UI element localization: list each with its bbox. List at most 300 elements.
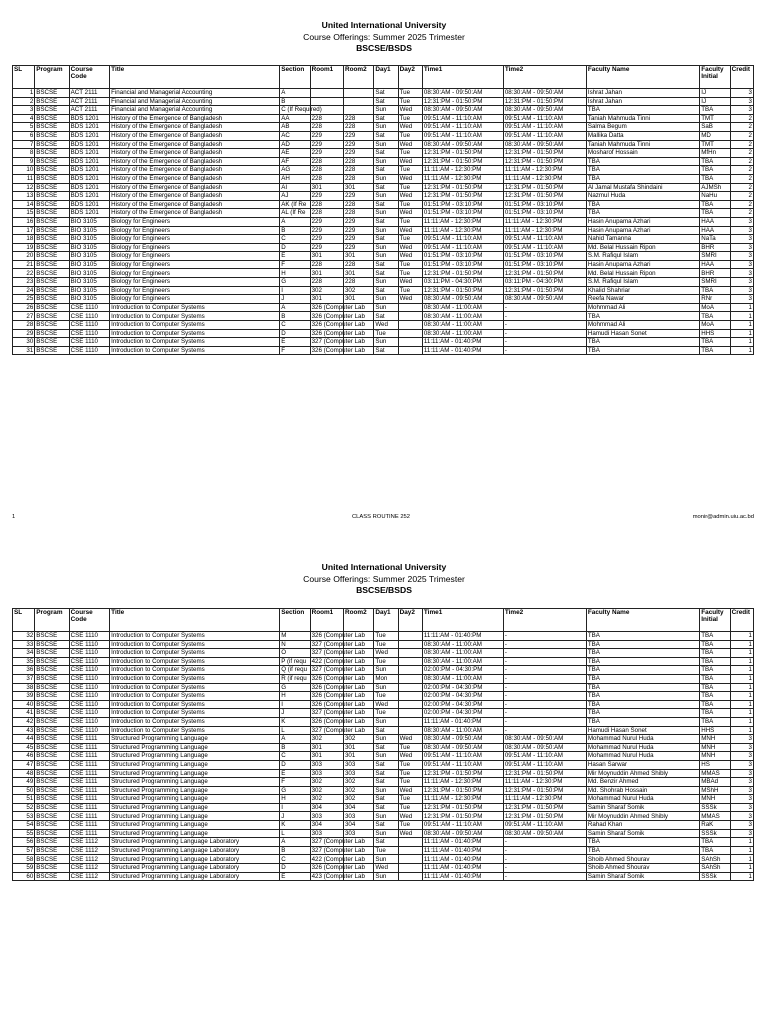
- cell-faculty-name: TBA: [586, 846, 699, 855]
- cell-time2: -: [503, 649, 586, 658]
- cell-faculty-name: TBA: [586, 709, 699, 718]
- table-row: [13, 97, 754, 106]
- cell-day1: Sat: [374, 312, 398, 321]
- cell-sl: 9: [13, 157, 35, 166]
- cell-title: Structured Programming Language: [110, 769, 280, 778]
- cell-program: BSCSE: [35, 640, 69, 649]
- cell-section: N: [280, 640, 310, 649]
- cell-program: BSCSE: [35, 786, 69, 795]
- cell-faculty-initial: RaK: [700, 821, 730, 830]
- cell-course-code: CSE 1110: [69, 717, 109, 726]
- cell-program: BSCSE: [35, 157, 69, 166]
- table-row: [13, 243, 754, 252]
- cell-day2: Tue: [398, 760, 422, 769]
- table-row: [13, 649, 754, 658]
- table-row: [13, 329, 754, 338]
- cell-section: P (if requ: [280, 657, 310, 666]
- cell-sl: 58: [13, 855, 35, 864]
- cell-room2: 301: [343, 752, 373, 761]
- cell-faculty-initial: TBA: [700, 286, 730, 295]
- cell-faculty-name: Mohmmad Ali: [586, 303, 699, 312]
- cell-room2: 302: [343, 286, 373, 295]
- cell-sl: 15: [13, 209, 35, 218]
- cell-time1: 09:51:AM - 11:10:AM: [422, 235, 503, 244]
- cell-day2: Wed: [398, 752, 422, 761]
- table-row: [13, 338, 754, 347]
- cell-sl: 17: [13, 226, 35, 235]
- cell-time2: 08:30:AM - 09:50:AM: [503, 89, 586, 98]
- cell-time1: 01:51:PM - 03:10:PM: [422, 252, 503, 261]
- cell-faculty-initial: TBA: [700, 709, 730, 718]
- cell-faculty-initial: SSSk: [700, 803, 730, 812]
- cell-faculty-initial: BHR: [700, 269, 730, 278]
- cell-program: BSCSE: [35, 200, 69, 209]
- column-header-room2: Room2: [343, 609, 373, 632]
- cell-time1: 11:11:AM - 01:40:PM: [422, 346, 503, 355]
- cell-section: F: [280, 778, 310, 787]
- cell-room1: 301: [310, 752, 343, 761]
- cell-faculty-name: Mohammad Nurul Huda: [586, 735, 699, 744]
- cell-room1: 326 (Computer Lab: [311, 692, 365, 700]
- cell-faculty-name: Salma Begum: [586, 123, 699, 132]
- cell-title: Structured Programming Language Laboratory: [110, 872, 280, 881]
- table-row: [13, 632, 754, 641]
- table-row: [13, 760, 754, 769]
- cell-room1: 326 (Computer Lab: [311, 329, 365, 337]
- cell-sl: 56: [13, 838, 35, 847]
- cell-time2: -: [503, 855, 586, 864]
- cell-section: J: [280, 295, 310, 304]
- cell-sl: 44: [13, 735, 35, 744]
- cell-faculty-initial: NaTa: [700, 235, 730, 244]
- cell-day1: Sat: [374, 346, 398, 355]
- cell-section: D: [280, 329, 310, 338]
- cell-section: I: [280, 803, 310, 812]
- cell-credit: 2: [730, 149, 753, 158]
- cell-faculty-name: TBA: [586, 640, 699, 649]
- cell-title: Introduction to Computer Systems: [110, 640, 280, 649]
- cell-program: BSCSE: [35, 174, 69, 183]
- cell-program: BSCSE: [35, 657, 69, 666]
- cell-faculty-initial: MNH: [700, 752, 730, 761]
- cell-course-code: CSE 1112: [69, 872, 109, 881]
- cell-day1: Sun: [374, 226, 398, 235]
- cell-room1: 327 (Computer Lab: [311, 666, 365, 674]
- cell-section: AJ: [280, 192, 310, 201]
- cell-faculty-initial: IJ: [700, 89, 730, 98]
- cell-faculty-name: TBA: [586, 674, 699, 683]
- cell-time1: 12:31:PM - 01:50:PM: [422, 183, 503, 192]
- cell-day2: Wed: [398, 812, 422, 821]
- cell-course-code: CSE 1111: [69, 760, 109, 769]
- cell-faculty-initial: MoA: [700, 303, 730, 312]
- cell-day1: Sun: [374, 123, 398, 132]
- cell-time2: -: [503, 846, 586, 855]
- cell-credit: 1: [730, 649, 753, 658]
- cell-time2: 11:11:AM - 12:30:PM: [503, 795, 586, 804]
- cell-faculty-initial: MBAd: [700, 778, 730, 787]
- cell-time1: 09:51:AM - 11:10:AM: [422, 752, 503, 761]
- cell-faculty-name: Samin Sharaf Somik: [586, 829, 699, 838]
- cell-faculty-name: TBA: [586, 657, 699, 666]
- cell-section: C: [280, 752, 310, 761]
- cell-room1: 326 (Computer Lab: [311, 312, 365, 320]
- cell-day2: Tue: [398, 286, 422, 295]
- cell-section: R (if requ: [280, 674, 310, 683]
- cell-program: BSCSE: [35, 295, 69, 304]
- university-title: United International University: [321, 20, 447, 30]
- cell-credit: 3: [730, 226, 753, 235]
- cell-course-code: CSE 1111: [69, 778, 109, 787]
- cell-day1: Sun: [374, 295, 398, 304]
- cell-room1: 301: [310, 269, 343, 278]
- cell-title: History of the Emergence of Bangladesh: [110, 166, 280, 175]
- table-row: [13, 786, 754, 795]
- cell-room1: 327 (Computer Lab: [311, 640, 365, 648]
- table-row: [13, 295, 754, 304]
- cell-course-code: CSE 1110: [69, 329, 109, 338]
- cell-faculty-name: Hamudi Hasan Sonet: [586, 726, 699, 735]
- cell-sl: 54: [13, 821, 35, 830]
- cell-faculty-name: Md. Benzir Ahmed: [586, 778, 699, 787]
- cell-faculty-initial: TMT: [700, 140, 730, 149]
- cell-sl: 6: [13, 131, 35, 140]
- cell-sl: 52: [13, 803, 35, 812]
- cell-day2: [398, 872, 422, 881]
- cell-time1: 01:51:PM - 03:10:PM: [422, 209, 503, 218]
- column-header-day1: Day1: [374, 609, 398, 632]
- cell-day2: Tue: [398, 200, 422, 209]
- cell-time1: 08:30:AM - 11:00:AM: [422, 640, 503, 649]
- cell-course-code: CSE 1110: [69, 303, 109, 312]
- table-row: [13, 269, 754, 278]
- cell-faculty-name: TBA: [586, 683, 699, 692]
- cell-program: BSCSE: [35, 726, 69, 735]
- cell-credit: 1: [730, 632, 753, 641]
- cell-title: Introduction to Computer Systems: [110, 338, 280, 347]
- cell-day2: Wed: [398, 140, 422, 149]
- cell-title: History of the Emergence of Bangladesh: [110, 200, 280, 209]
- cell-faculty-initial: TBA: [700, 209, 730, 218]
- table-row: [13, 106, 754, 115]
- cell-faculty-name: TBA: [586, 838, 699, 847]
- cell-course-code: CSE 1110: [69, 312, 109, 321]
- cell-sl: 3: [13, 106, 35, 115]
- cell-sl: 27: [13, 312, 35, 321]
- cell-program: BSCSE: [35, 812, 69, 821]
- cell-sl: 51: [13, 795, 35, 804]
- cell-faculty-initial: MoA: [700, 321, 730, 330]
- cell-section: C: [280, 235, 310, 244]
- cell-day2: [398, 338, 422, 347]
- cell-time1: 02:00:PM - 04:30:PM: [422, 666, 503, 675]
- cell-time2: 11:11:AM - 12:30:PM: [503, 778, 586, 787]
- cell-sl: 20: [13, 252, 35, 261]
- cell-section: D: [280, 760, 310, 769]
- column-header-room1: Room1: [310, 609, 343, 632]
- cell-time2: 12:31:PM - 01:50:PM: [503, 812, 586, 821]
- cell-day1: Sun: [374, 174, 398, 183]
- cell-day1: Sat: [374, 114, 398, 123]
- table-row: [13, 717, 754, 726]
- cell-room1: 229: [310, 149, 343, 158]
- cell-room1: 302: [310, 786, 343, 795]
- cell-section: H: [280, 795, 310, 804]
- cell-program: BSCSE: [35, 872, 69, 881]
- table-row: [13, 795, 754, 804]
- cell-title: History of the Emergence of Bangladesh: [110, 209, 280, 218]
- cell-course-code: CSE 1110: [69, 657, 109, 666]
- column-header-time2: Time2: [503, 66, 586, 89]
- cell-course-code: CSE 1112: [69, 846, 109, 855]
- cell-title: Structured Programming Language: [110, 752, 280, 761]
- cell-room1: 229: [310, 226, 343, 235]
- cell-credit: 3: [730, 821, 753, 830]
- cell-section: A: [280, 735, 310, 744]
- cell-faculty-name: Md. Belal Hussain Ripon: [586, 243, 699, 252]
- cell-sl: 33: [13, 640, 35, 649]
- cell-credit: 3: [730, 243, 753, 252]
- cell-course-code: BDS 1201: [69, 149, 109, 158]
- table-row: [13, 321, 754, 330]
- table-row: [13, 743, 754, 752]
- table-row: [13, 657, 754, 666]
- cell-time1: 09:51:AM - 11:10:AM: [422, 243, 503, 252]
- cell-section: A: [280, 838, 310, 847]
- cell-time2: 12:31:PM - 01:50:PM: [503, 786, 586, 795]
- cell-faculty-initial: TBA: [700, 106, 730, 115]
- cell-credit: 1: [730, 692, 753, 701]
- cell-day1: Sun: [374, 338, 398, 347]
- cell-time1: 11:11:AM - 01:40:PM: [422, 838, 503, 847]
- cell-day2: [398, 312, 422, 321]
- page-2-header: [0, 562, 768, 597]
- cell-program: BSCSE: [35, 235, 69, 244]
- cell-time2: -: [503, 674, 586, 683]
- cell-section: B: [280, 743, 310, 752]
- cell-time1: 02:00:PM - 04:30:PM: [422, 692, 503, 701]
- cell-faculty-name: TBA: [586, 174, 699, 183]
- cell-program: BSCSE: [35, 243, 69, 252]
- cell-time2: 08:30:AM - 09:50:AM: [503, 743, 586, 752]
- cell-room1: 327 (Computer Lab: [311, 726, 365, 734]
- cell-day1: Sat: [374, 769, 398, 778]
- column-header-credit: Credit: [730, 609, 753, 632]
- cell-room2: [343, 97, 373, 106]
- cell-time1: 08:30:AM - 09:50:AM: [422, 295, 503, 304]
- cell-sl: 60: [13, 872, 35, 881]
- cell-room1: 327 (Computer Lab: [311, 846, 365, 854]
- cell-course-code: CSE 1111: [69, 812, 109, 821]
- cell-day1: Sun: [374, 872, 398, 881]
- cell-credit: 3: [730, 786, 753, 795]
- cell-title: Structured Programming Language: [110, 743, 280, 752]
- cell-time2: 03:11:PM - 04:30:PM: [503, 278, 586, 287]
- cell-credit: 3: [730, 217, 753, 226]
- cell-time1: 11:11:AM - 12:30:PM: [422, 174, 503, 183]
- cell-room2: 228: [343, 123, 373, 132]
- cell-day1: Sun: [374, 855, 398, 864]
- column-header-program: Program: [35, 609, 69, 632]
- cell-credit: 1: [730, 683, 753, 692]
- cell-day2: Wed: [398, 295, 422, 304]
- cell-day2: Wed: [398, 106, 422, 115]
- cell-faculty-initial: SAhSh: [700, 855, 730, 864]
- cell-room1: 229: [310, 217, 343, 226]
- cell-credit: 3: [730, 812, 753, 821]
- cell-room1: 422 (Computer Lab: [311, 855, 365, 863]
- cell-program: BSCSE: [35, 346, 69, 355]
- cell-time1: 08:30:AM - 11:00:AM: [422, 674, 503, 683]
- cell-faculty-name: TBA: [586, 649, 699, 658]
- cell-day1: Sat: [374, 131, 398, 140]
- cell-section: J: [280, 812, 310, 821]
- cell-course-code: BIO 3105: [69, 217, 109, 226]
- cell-sl: 39: [13, 692, 35, 701]
- cell-program: BSCSE: [35, 752, 69, 761]
- cell-faculty-name: Taniah Mahmuda Tinni: [586, 140, 699, 149]
- cell-course-code: ACT 2111: [69, 97, 109, 106]
- cell-day1: Tue: [374, 640, 398, 649]
- table-row: [13, 640, 754, 649]
- cell-day2: [398, 709, 422, 718]
- cell-section: F: [280, 260, 310, 269]
- cell-time1: 12:31:PM - 01:50:PM: [422, 769, 503, 778]
- cell-credit: 2: [730, 131, 753, 140]
- table-row: [13, 278, 754, 287]
- cell-time1: 11:11:AM - 01:40:PM: [422, 846, 503, 855]
- cell-day2: Wed: [398, 192, 422, 201]
- cell-section: H: [280, 692, 310, 701]
- cell-program: BSCSE: [35, 735, 69, 744]
- cell-faculty-initial: SAhSh: [700, 864, 730, 873]
- cell-time2: 09:51:AM - 11:10:AM: [503, 243, 586, 252]
- cell-section: K: [280, 717, 310, 726]
- cell-title: History of the Emergence of Bangladesh: [110, 123, 280, 132]
- cell-time1: 02:00:PM - 04:30:PM: [422, 683, 503, 692]
- cell-room1: 304: [310, 821, 343, 830]
- table-row: [13, 123, 754, 132]
- cell-time2: 09:51:AM - 11:10:AM: [503, 235, 586, 244]
- cell-program: BSCSE: [35, 149, 69, 158]
- cell-day1: Tue: [374, 846, 398, 855]
- cell-time1: 01:51:PM - 03:10:PM: [422, 200, 503, 209]
- cell-faculty-initial: HS: [700, 760, 730, 769]
- cell-program: BSCSE: [35, 303, 69, 312]
- cell-time2: -: [503, 692, 586, 701]
- cell-course-code: CSE 1111: [69, 769, 109, 778]
- table-row: [13, 778, 754, 787]
- table-row: [13, 855, 754, 864]
- table-row: [13, 735, 754, 744]
- cell-program: BSCSE: [35, 140, 69, 149]
- cell-section: B: [280, 312, 310, 321]
- cell-room1: 303: [310, 812, 343, 821]
- table-row: [13, 674, 754, 683]
- cell-course-code: CSE 1111: [69, 786, 109, 795]
- cell-credit: 1: [730, 717, 753, 726]
- cell-program: BSCSE: [35, 855, 69, 864]
- cell-faculty-name: S.M. Rafiqul Islam: [586, 278, 699, 287]
- cell-credit: 3: [730, 286, 753, 295]
- cell-time1: 11:11:AM - 12:30:PM: [422, 217, 503, 226]
- cell-sl: 1: [13, 89, 35, 98]
- cell-day2: [398, 692, 422, 701]
- cell-time1: 08:30:AM - 11:00:AM: [422, 726, 503, 735]
- offerings-title-2: Course Offerings: Summer 2025 Trimester: [303, 573, 465, 584]
- cell-faculty-name: Hasin Anupama Azhari: [586, 260, 699, 269]
- cell-course-code: BDS 1201: [69, 131, 109, 140]
- cell-time2: 08:30:AM - 09:50:AM: [503, 106, 586, 115]
- cell-room1: [310, 89, 343, 98]
- cell-faculty-initial: IJ: [700, 97, 730, 106]
- cell-sl: 34: [13, 649, 35, 658]
- cell-section: G: [280, 278, 310, 287]
- column-header-title: Title: [110, 66, 280, 89]
- cell-credit: 3: [730, 97, 753, 106]
- cell-day2: Wed: [398, 226, 422, 235]
- table-row: [13, 752, 754, 761]
- cell-course-code: CSE 1110: [69, 321, 109, 330]
- cell-time2: -: [503, 312, 586, 321]
- cell-day2: [398, 303, 422, 312]
- cell-program: BSCSE: [35, 89, 69, 98]
- cell-day1: Sat: [374, 803, 398, 812]
- cell-course-code: CSE 1110: [69, 649, 109, 658]
- cell-credit: 1: [730, 855, 753, 864]
- cell-time2: 09:51:AM - 11:10:AM: [503, 821, 586, 830]
- cell-program: BSCSE: [35, 286, 69, 295]
- column-header-course-code: Course Code: [69, 609, 109, 632]
- cell-course-code: CSE 1110: [69, 640, 109, 649]
- cell-day1: Sat: [374, 838, 398, 847]
- cell-time1: 12:31:PM - 01:50:PM: [422, 97, 503, 106]
- cell-time1: 12:31:PM - 01:50:PM: [422, 786, 503, 795]
- cell-sl: 4: [13, 114, 35, 123]
- cell-day1: Tue: [374, 657, 398, 666]
- cell-room2: 228: [343, 278, 373, 287]
- cell-sl: 57: [13, 846, 35, 855]
- column-header-time1: Time1: [422, 609, 503, 632]
- cell-sl: 26: [13, 303, 35, 312]
- cell-time1: 02:00:PM - 04:30:PM: [422, 700, 503, 709]
- table-row: [13, 846, 754, 855]
- cell-sl: 36: [13, 666, 35, 675]
- cell-faculty-initial: MNH: [700, 743, 730, 752]
- cell-sl: 21: [13, 260, 35, 269]
- cell-faculty-name: Mir Moynuddin Ahmed Shibly: [586, 769, 699, 778]
- cell-section: AH: [280, 174, 310, 183]
- cell-sl: 47: [13, 760, 35, 769]
- column-header-day1: Day1: [374, 66, 398, 89]
- cell-sl: 37: [13, 674, 35, 683]
- cell-day2: Wed: [398, 735, 422, 744]
- cell-faculty-initial: TBA: [700, 700, 730, 709]
- cell-program: BSCSE: [35, 278, 69, 287]
- cell-faculty-name: TBA: [586, 106, 699, 115]
- cell-title: Biology for Engineers: [110, 260, 280, 269]
- cell-faculty-name: Hasin Anupama Azhari: [586, 226, 699, 235]
- cell-room2: 301: [343, 295, 373, 304]
- cell-day1: Sat: [374, 217, 398, 226]
- cell-time1: 11:11:AM - 01:40:PM: [422, 872, 503, 881]
- cell-time2: 09:51:AM - 11:10:AM: [503, 123, 586, 132]
- column-header-sl: SL: [13, 609, 35, 632]
- cell-room1: 228: [310, 174, 343, 183]
- cell-day2: [398, 657, 422, 666]
- header-row: [13, 609, 754, 632]
- cell-room1: 228: [310, 123, 343, 132]
